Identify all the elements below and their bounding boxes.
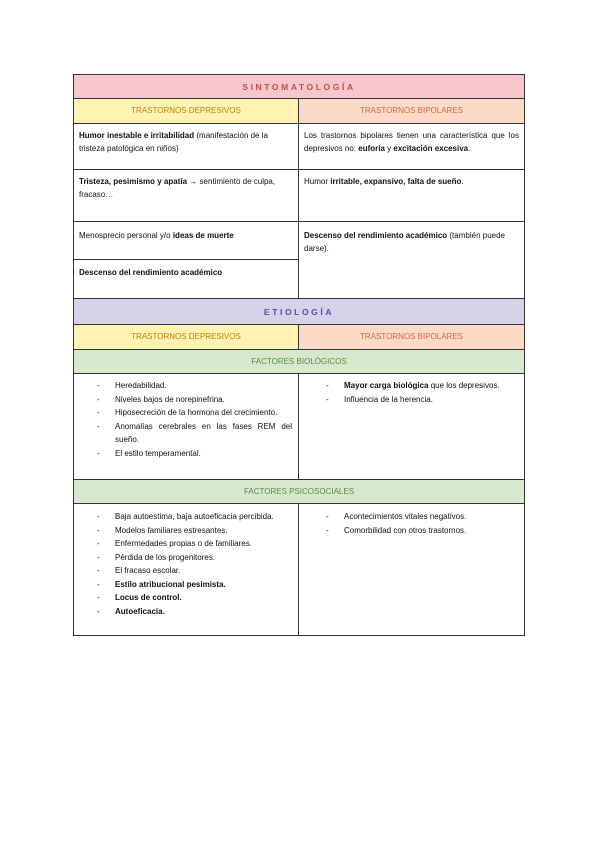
list-item: - El fracaso escolar.: [79, 564, 288, 578]
biologicos-bipolares-list: [304, 379, 518, 406]
etiologia-col-bipolares: TRASTORNOS BIPOLARES: [299, 325, 524, 349]
psicosociales-depresivos: [74, 504, 299, 635]
sintomatologia-header: SINTOMATOLOGÍA: [73, 74, 525, 99]
content-table: [73, 74, 525, 636]
etiologia-header: ETIOLOGÍA: [73, 299, 525, 325]
sintomatologia-row-3: [73, 222, 525, 299]
list-item: - Estilo atribucional pesimista.: [79, 578, 288, 592]
cell-bipolares-3: Descenso del rendimiento académico (también puede darse).: [304, 231, 505, 253]
biologicos-bipolares: [299, 374, 524, 479]
list-item: - Hiposecreción de la hormona del crecimiento.: [79, 406, 292, 420]
list-item: - Influencia de la herencia.: [304, 393, 518, 407]
factores-biologicos-header: FACTORES BIOLÓGICOS: [73, 350, 525, 374]
sintomatologia-row-2: [73, 170, 525, 222]
sintomatologia-row-1: [73, 124, 525, 170]
psicosociales-bipolares: [299, 504, 524, 635]
list-item: - Acontecimientos vitales negativos.: [304, 510, 519, 524]
list-item: - Modelos familiares estresantes.: [79, 524, 288, 538]
col-bipolares: TRASTORNOS BIPOLARES: [299, 99, 524, 123]
psicosociales-row: [73, 504, 525, 636]
list-item: - El estilo temperamental.: [79, 447, 292, 461]
cell-bipolares-2: Humor irritable, expansivo, falta de sueño.: [304, 177, 464, 186]
psicosociales-bipolares-list: [304, 510, 519, 537]
cell-depresivos-1: Humor inestable e irritabilidad (manifestación de la tristeza patológica en niños): [74, 124, 299, 169]
list-item: - Niveles bajos de norepinefrina.: [79, 393, 292, 407]
psicosociales-depresivos-list: [79, 510, 288, 618]
list-item: - Pérdida de los progenitores.: [79, 551, 288, 565]
list-item: - Anomalías cerebrales en las fases REM del sueño.: [79, 420, 292, 447]
list-item: - Comorbilidad con otros trastornos.: [304, 524, 519, 538]
list-item: - Locus de control.: [79, 591, 288, 605]
sintomatologia-column-headers: [73, 99, 525, 124]
list-item: - Enfermedades propias o de familiares.: [79, 537, 288, 551]
cell-bipolares-1: Los trastornos bipolares tienen una característica que los depresivos no: euforia y excitación excesiva.: [304, 131, 519, 153]
etiologia-col-depresivos: TRASTORNOS DEPRESIVOS: [74, 325, 299, 349]
biologicos-depresivos: [74, 374, 299, 479]
list-item: - Baja autoestima, baja autoeficacia percibida.: [79, 510, 288, 524]
list-item: - Heredabilidad.: [79, 379, 292, 393]
biologicos-depresivos-list: [79, 379, 292, 460]
factores-psicosociales-header: FACTORES PSICOSOCIALES: [73, 480, 525, 504]
cell-depresivos-4: Descenso del rendimiento académico: [79, 268, 223, 277]
biologicos-row: [73, 374, 525, 480]
list-item: - Mayor carga biológica que los depresivos.: [304, 379, 518, 393]
cell-depresivos-3: Menosprecio personal y/o ideas de muerte: [74, 222, 298, 260]
col-depresivos: TRASTORNOS DEPRESIVOS: [74, 99, 299, 123]
list-item: - Autoeficacia.: [79, 605, 288, 619]
depresivos-stack: [74, 222, 299, 298]
cell-depresivos-2: Tristeza, pesimismo y apatía → sentimiento de culpa, fracaso…: [74, 170, 299, 221]
etiologia-column-headers: [73, 325, 525, 350]
